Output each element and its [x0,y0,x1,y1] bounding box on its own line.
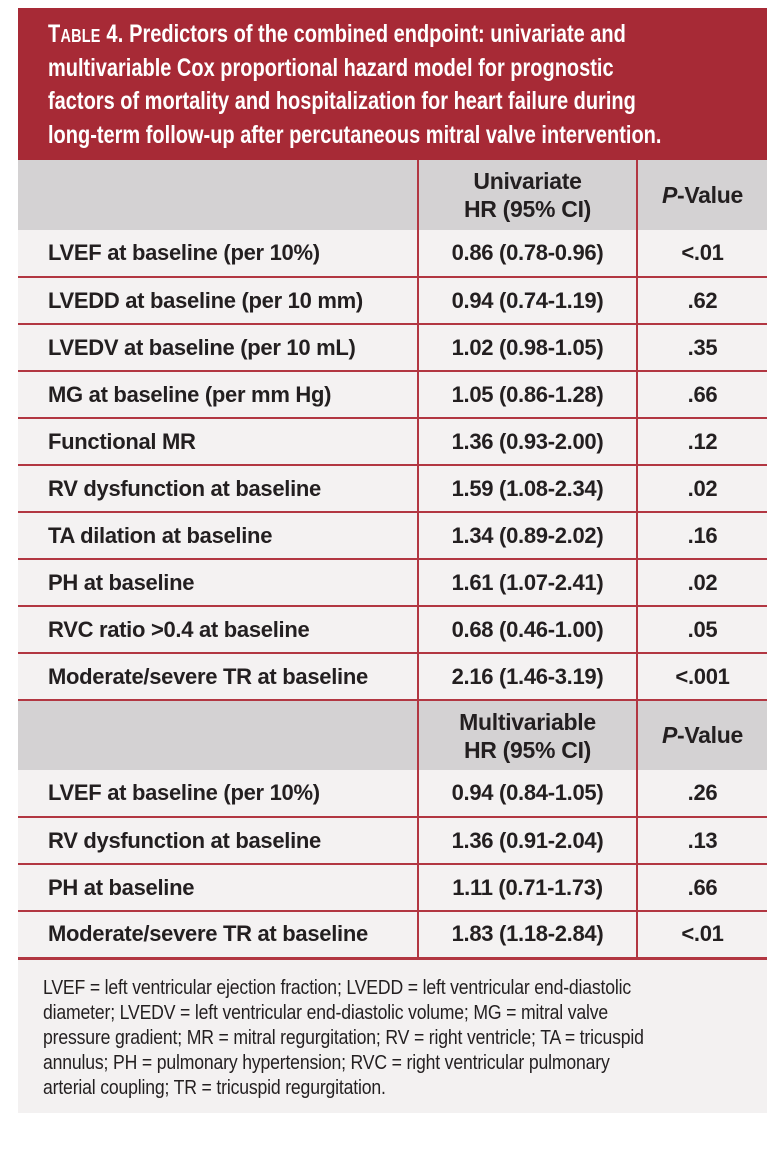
univariate-hr-header-cell [418,160,637,230]
hr-value-cell: 1.36 (0.93-2.00) [418,418,637,465]
table-row [18,512,767,559]
table-row [18,324,767,371]
p-value-cell: .62 [637,277,767,324]
p-value-cell: .12 [637,418,767,465]
row-label-cell: Moderate/severe TR at baseline [18,911,418,958]
p-rest: -Value [677,722,743,748]
table-row [18,230,767,277]
p-value-cell: .02 [637,559,767,606]
hr-value-cell: 0.86 (0.78-0.96) [418,230,637,277]
hr-value-cell: 0.94 (0.74-1.19) [418,277,637,324]
hr-value-cell: 1.83 (1.18-2.84) [418,911,637,958]
hr-value-cell: 0.68 (0.46-1.00) [418,606,637,653]
row-label-cell: PH at baseline [18,559,418,606]
hr-value-cell: 1.34 (0.89-2.02) [418,512,637,559]
p-value-header-cell [637,700,767,770]
p-value-cell: <.01 [637,911,767,958]
row-label-cell: MG at baseline (per mm Hg) [18,371,418,418]
p-italic: P [661,722,678,748]
p-value-cell: .02 [637,465,767,512]
table-row [18,371,767,418]
row-label-cell: RV dysfunction at baseline [18,465,418,512]
row-label-cell: LVEDV at baseline (per 10 mL) [18,324,418,371]
footnote-line: LVEF = left ventricular ejection fraction; LVEDD = left ventricular end-diastolic [43,975,632,999]
p-value-cell: <.001 [637,653,767,700]
univariate-header-row [18,160,767,230]
hr-value-cell: 1.59 (1.08-2.34) [418,465,637,512]
table-row [18,418,767,465]
hr-value-cell: 1.02 (0.98-1.05) [418,324,637,371]
empty-header-cell [18,160,418,230]
table-row [18,770,767,817]
row-label-cell: TA dilation at baseline [18,512,418,559]
table-row [18,653,767,700]
hr-value-cell: 0.94 (0.84-1.05) [418,770,637,817]
table-row [18,911,767,958]
footnote-line: diameter; LVEDV = left ventricular end-diastolic volume; MG = mitral valve [43,1000,609,1024]
p-value-header-cell [637,160,767,230]
table-title-line [48,18,626,52]
table-number-label: Table 4. [48,20,124,48]
p-value-cell: .66 [637,864,767,911]
p-value-cell: .16 [637,512,767,559]
header-line: HR (95% CI) [463,196,592,222]
table-title-line: factors of mortality and hospitalization for heart failure during [48,87,636,115]
table-row [18,465,767,512]
p-rest: -Value [677,181,743,208]
footnote-line: arterial coupling; TR = tricuspid regurgitation. [43,1075,386,1099]
table-row [18,277,767,324]
row-label-cell: LVEDD at baseline (per 10 mm) [18,277,418,324]
hr-value-cell: 1.11 (0.71-1.73) [418,864,637,911]
hr-value-cell: 1.36 (0.91-2.04) [418,817,637,864]
p-value-cell: .26 [637,770,767,817]
table-row [18,559,767,606]
p-value-cell: <.01 [637,230,767,277]
row-label-cell: LVEF at baseline (per 10%) [18,770,418,817]
hr-value-cell: 1.05 (0.86-1.28) [418,371,637,418]
table-title-band [18,8,767,160]
p-value-cell: .66 [637,371,767,418]
header-line: HR (95% CI) [463,736,592,763]
footnote-line: annulus; PH = pulmonary hypertension; RVC = right ventricular pulmonary [43,1050,610,1074]
hr-value-cell: 1.61 (1.07-2.41) [418,559,637,606]
p-value-cell: .13 [637,817,767,864]
table-row [18,864,767,911]
table-row [18,606,767,653]
header-line: Multivariable [459,708,596,735]
table-title-line: multivariable Cox proportional hazard model for prognostic [48,53,614,82]
table-figure [18,8,767,1113]
row-label-cell: RVC ratio >0.4 at baseline [18,606,418,653]
table-title-text: Predictors of the combined endpoint: univariate and [123,20,626,48]
abbreviations-footnote [18,960,767,1113]
footnote-line: pressure gradient; MR = mitral regurgitation; RV = right ventricle; TA = tricuspid [43,1025,644,1049]
row-label-cell: PH at baseline [18,864,418,911]
p-italic: P [661,181,678,208]
cox-hazard-table [18,160,767,960]
multivariable-hr-header-cell [418,700,637,770]
empty-header-cell [18,700,418,770]
p-value-cell: .35 [637,324,767,371]
row-label-cell: Moderate/severe TR at baseline [18,653,418,700]
table-row [18,817,767,864]
hr-value-cell: 2.16 (1.46-3.19) [418,653,637,700]
header-line: Univariate [473,168,582,194]
row-label-cell: RV dysfunction at baseline [18,817,418,864]
p-value-cell: .05 [637,606,767,653]
row-label-cell: LVEF at baseline (per 10%) [18,230,418,277]
row-label-cell: Functional MR [18,418,418,465]
table-title-line: long-term follow-up after percutaneous mitral valve intervention. [48,120,662,149]
multivariable-header-row [18,700,767,770]
